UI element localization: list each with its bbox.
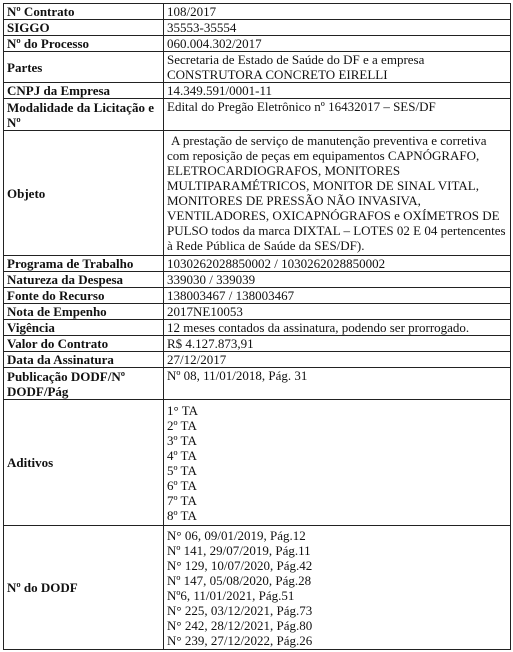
value-valor: R$ 4.127.873,91 <box>164 336 511 352</box>
label-contrato: Nº Contrato <box>4 4 164 20</box>
value-objeto: A prestação de serviço de manutenção preventiva e corretiva com reposição de peças em equipamentos CAPNÓGRAFO, ELETROCARDIOGRAFOS, MONITORES MULTIPARAMÉTRICOS, MONITOR DE SINAL VITAL, MONITORES DE PRESSÃO NÃO INVASIVA, VENTILADORES, OXICAPNÓGRAFOS e OXÍMETROS DE PULSO todos da marca DIXTAL – LOTES 02 E 04 pertencentes à Rede Pública de Saúde da SES/DF). <box>164 131 511 256</box>
label-vigencia: Vigência <box>4 320 164 336</box>
aditivo-item: 3º TA <box>167 432 197 448</box>
dodf-item: N° 225, 03/12/2021, Pág.73 <box>167 602 313 618</box>
aditivo-item: 4º TA <box>167 447 197 463</box>
value-partes: Secretaria de Estado de Saúde do DF e a empresa CONSTRUTORA CONCRETO EIRELLI <box>164 52 511 83</box>
label-dodf: Nº do DODF <box>4 526 164 650</box>
dodf-item: N° 06, 09/01/2019, Pág.12 <box>167 527 306 543</box>
label-partes: Partes <box>4 52 164 83</box>
label-publicacao: Publicação DODF/Nº DODF/Pág <box>4 368 164 400</box>
value-processo: 060.004.302/2017 <box>164 36 511 52</box>
row-valor <box>4 336 511 352</box>
aditivo-item: 6º TA <box>167 477 197 493</box>
label-programa: Programa de Trabalho <box>4 256 164 272</box>
row-cnpj <box>4 83 511 99</box>
value-natureza: 339030 / 339039 <box>164 272 511 288</box>
row-partes <box>4 52 511 83</box>
label-valor: Valor do Contrato <box>4 336 164 352</box>
value-dodf <box>164 526 511 650</box>
contract-table <box>3 3 511 650</box>
value-fonte: 138003467 / 138003467 <box>164 288 511 304</box>
row-modalidade <box>4 99 511 131</box>
row-vigencia <box>4 320 511 336</box>
label-objeto: Objeto <box>4 131 164 256</box>
dodf-item: Nº 147, 05/08/2020, Pág.28 <box>167 572 312 588</box>
row-publicacao <box>4 368 511 400</box>
row-empenho <box>4 304 511 320</box>
row-aditivos <box>4 400 511 526</box>
value-contrato: 108/2017 <box>164 4 511 20</box>
value-programa: 1030262028850002 / 1030262028850002 <box>164 256 511 272</box>
value-siggo: 35553-35554 <box>164 20 511 36</box>
row-contrato <box>4 4 511 20</box>
dodf-item: Nº 141, 29/07/2019, Pág.11 <box>167 542 311 558</box>
label-siggo: SIGGO <box>4 20 164 36</box>
label-natureza: Natureza da Despesa <box>4 272 164 288</box>
aditivo-item: 5º TA <box>167 462 197 478</box>
aditivo-item: 7º TA <box>167 492 197 508</box>
dodf-item: N° 129, 10/07/2020, Pág.42 <box>167 557 313 573</box>
label-cnpj: CNPJ da Empresa <box>4 83 164 99</box>
value-assinatura: 27/12/2017 <box>164 352 511 368</box>
value-modalidade: Edital do Pregão Eletrônico nº 16432017 – SES/DF <box>164 99 511 131</box>
label-assinatura: Data da Assinatura <box>4 352 164 368</box>
label-empenho: Nota de Empenho <box>4 304 164 320</box>
label-processo: Nº do Processo <box>4 36 164 52</box>
label-fonte: Fonte do Recurso <box>4 288 164 304</box>
row-processo <box>4 36 511 52</box>
row-natureza <box>4 272 511 288</box>
dodf-item: N° 239, 27/12/2022, Pág.26 <box>167 632 313 648</box>
value-empenho: 2017NE10053 <box>164 304 511 320</box>
label-aditivos: Aditivos <box>4 400 164 526</box>
value-aditivos <box>164 400 511 526</box>
row-programa <box>4 256 511 272</box>
row-dodf <box>4 526 511 650</box>
value-publicacao: Nº 08, 11/01/2018, Pág. 31 <box>164 368 511 400</box>
dodf-item: N° 242, 28/12/2021, Pág.80 <box>167 617 313 633</box>
value-vigencia: 12 meses contados da assinatura, podendo ser prorrogado. <box>164 320 511 336</box>
aditivo-item: 1° TA <box>167 402 199 418</box>
row-fonte <box>4 288 511 304</box>
aditivo-item: 2º TA <box>167 417 197 433</box>
row-objeto <box>4 131 511 256</box>
row-siggo <box>4 20 511 36</box>
label-modalidade: Modalidade da Licitação e Nº <box>4 99 164 131</box>
row-assinatura <box>4 352 511 368</box>
aditivo-item: 8º TA <box>167 507 197 523</box>
dodf-item: Nº6, 11/01/2021, Pág.51 <box>167 587 295 603</box>
value-cnpj: 14.349.591/0001-11 <box>164 83 511 99</box>
